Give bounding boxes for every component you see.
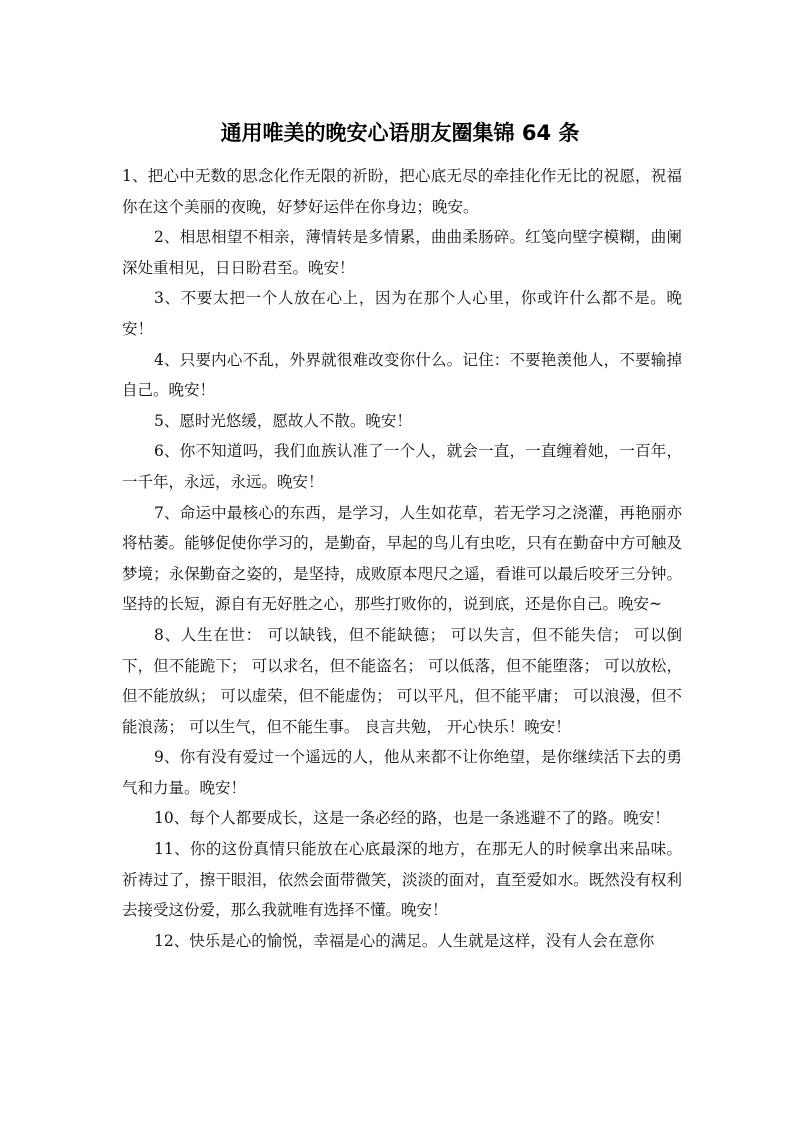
paragraph-2: 2、相思相望不相亲，薄情转是多情累，曲曲柔肠碎。红笺向壁字模糊，曲阑深处重相见，日日盼君至。晚安！ (122, 228, 682, 277)
paragraph-3: 3、不要太把一个人放在心上，因为在那个人心里，你或许什么都不是。晚安！ (122, 289, 682, 338)
paragraph-11: 11、你的这份真情只能放在心底最深的地方，在那无人的时候拿出来品味。祈祷过了，擦干眼泪，依然会面带微笑，淡淡的面对，直至爱如水。既然没有权利去接受这份爱，那么我就唯有选择不懂。晚安！ (122, 840, 682, 920)
paragraph-8: 8、人生在世： 可以缺钱，但不能缺德； 可以失言，但不能失信； 可以倒下，但不能跪下； 可以求名，但不能盗名； 可以低落，但不能堕落； 可以放松，但不能放纵； 可以虚荣，但不能虚伪； 可以平凡，但不能平庸； 可以浪漫，但不能浪荡； 可以生气，但不能生事。 良言共勉， 开心快乐！晚安！ (122, 625, 682, 736)
paragraph-5: 5、愿时光悠缓，愿故人不散。晚安！ (154, 411, 412, 430)
paragraph-10: 10、每个人都要成长，这是一条必经的路，也是一条逃避不了的路。晚安！ (154, 809, 670, 828)
paragraph-6: 6、你不知道吗，我们血族认准了一个人，就会一直，一直缠着她，一百年，一千年，永远，永远。晚安！ (122, 442, 682, 491)
paragraph-12: 12、快乐是心的愉悦，幸福是心的满足。人生就是这样，没有人会在意你 (154, 931, 655, 950)
page-title: 通用唯美的晚安心语朋友圈集锦 64 条 (220, 121, 580, 145)
paragraph-1: 1、把心中无数的思念化作无限的祈盼，把心底无尽的牵挂化作无比的祝愿，祝福你在这个美丽的夜晚，好梦好运伴在你身边；晚安。 (122, 167, 682, 216)
paragraph-9: 9、你有没有爱过一个遥远的人，他从来都不让你绝望，是你继续活下去的勇气和力量。晚安！ (122, 748, 682, 797)
paragraph-7: 7、命运中最核心的东西，是学习，人生如花草，若无学习之浇灌，再艳丽亦将枯萎。能够促使你学习的，是勤奋，早起的鸟儿有虫吃，只有在勤奋中方可触及梦境；永保勤奋之姿的，是坚持，成败原本咫尺之遥，看谁可以最后咬牙三分钟。坚持的长短，源自有无好胜之心，那些打败你的，说到底，还是你自己。晚安~ (122, 503, 682, 614)
document-body (122, 161, 682, 956)
paragraph-4: 4、只要内心不乱，外界就很难改变你什么。记住：不要艳羡他人，不要输掉自己。晚安！ (122, 350, 682, 400)
